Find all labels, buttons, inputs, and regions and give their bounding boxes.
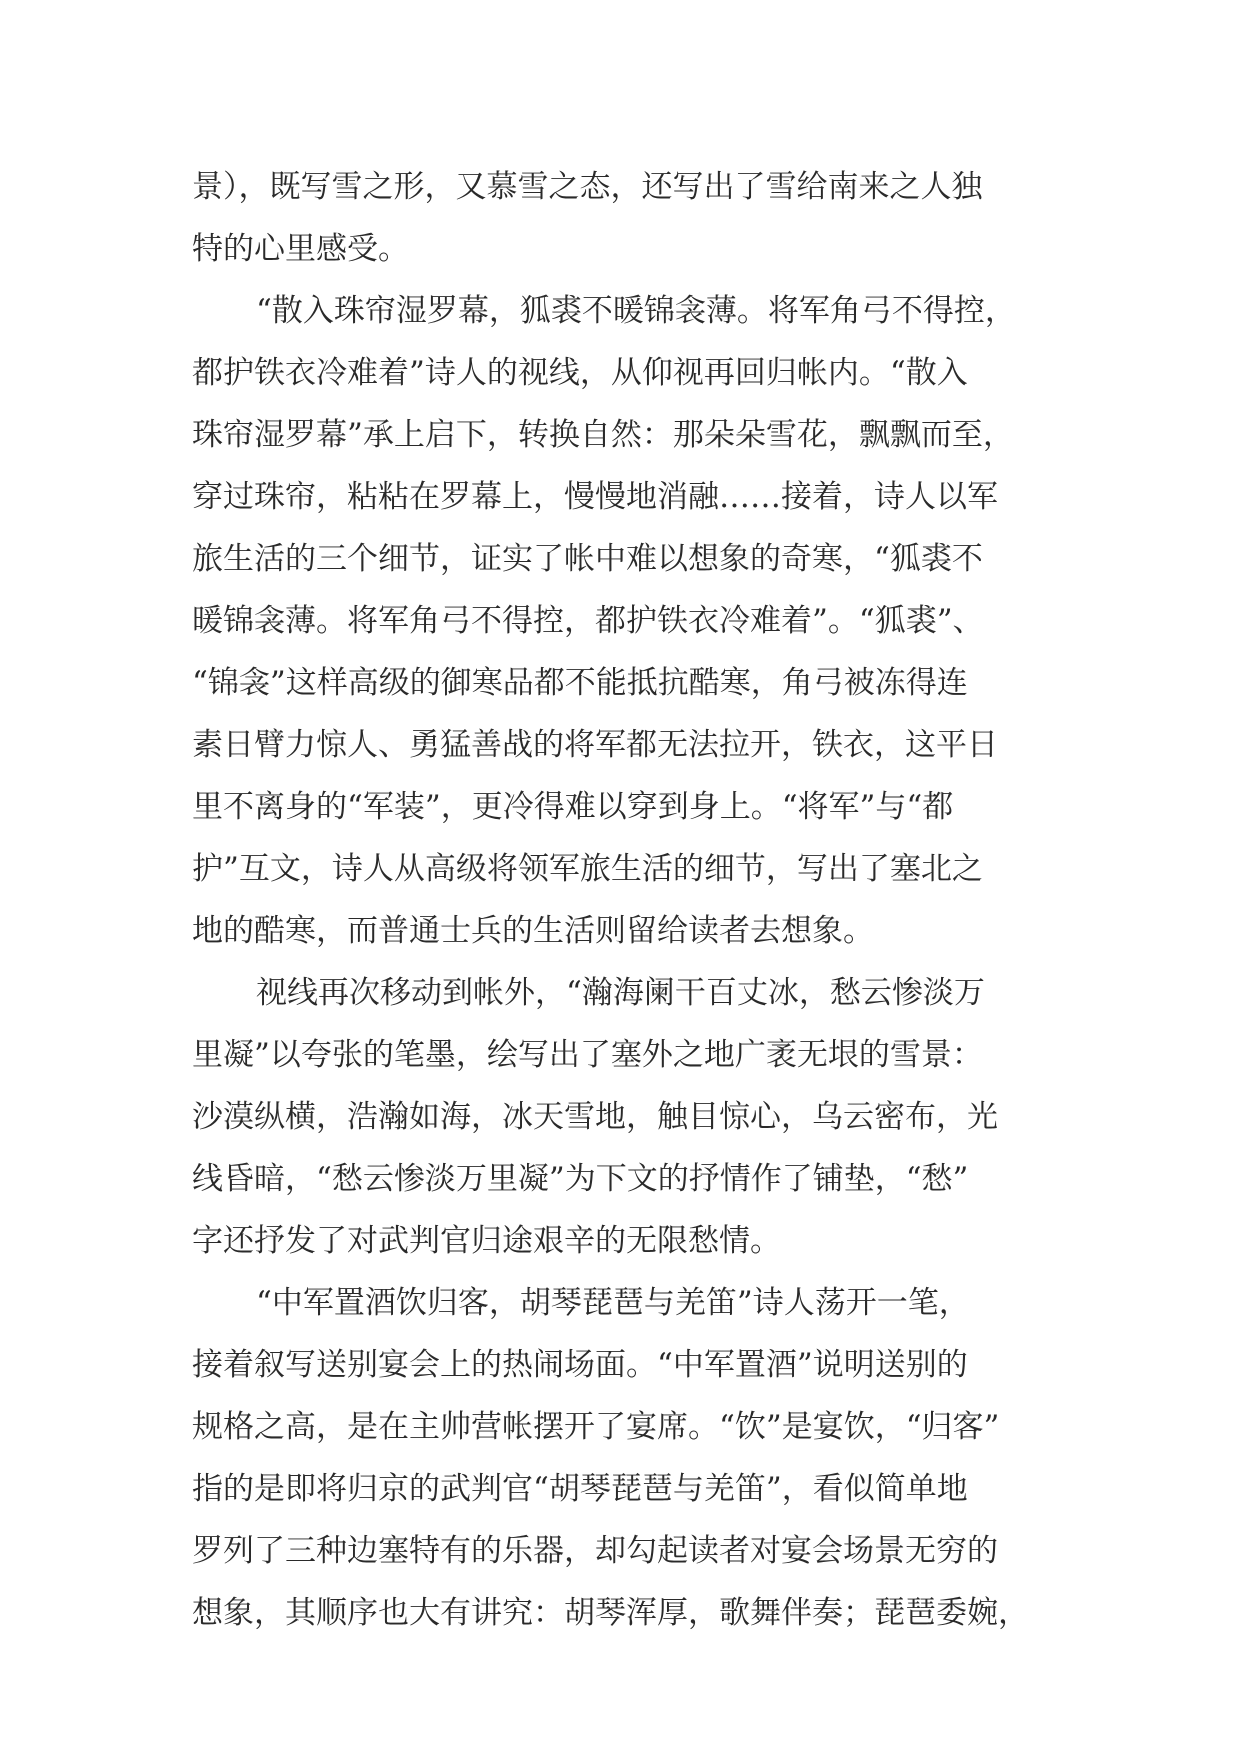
text-line: 护”互文，诗人从高级将领军旅生活的细节，写出了塞北之 bbox=[192, 851, 983, 887]
text-line: 旅生活的三个细节，证实了帐中难以想象的奇寒，“狐裘不 bbox=[192, 541, 983, 577]
text-line: 视线再次移动到帐外，“瀚海阑干百丈冰，愁云惨淡万 bbox=[256, 975, 985, 1011]
text-line: 想象，其顺序也大有讲究：胡琴浑厚，歌舞伴奏；琵琶委婉， bbox=[192, 1595, 1029, 1631]
text-line: 穿过珠帘，粘粘在罗幕上，慢慢地消融……接着，诗人以军 bbox=[192, 479, 998, 515]
text-line: “锦衾”这样高级的御寒品都不能抵抗酷寒，角弓被冻得连 bbox=[192, 665, 968, 701]
text-line: 景），既写雪之形，又慕雪之态，还写出了雪给南来之人独 bbox=[192, 169, 983, 205]
text-line: 字还抒发了对武判官归途艰辛的无限愁情。 bbox=[192, 1223, 781, 1259]
text-line: 珠帘湿罗幕”承上启下，转换自然：那朵朵雪花，飘飘而至， bbox=[192, 417, 1014, 453]
text-line: 里不离身的“军装”，更冷得难以穿到身上。“将军”与“都 bbox=[192, 789, 954, 825]
text-line: 规格之高，是在主帅营帐摆开了宴席。“饮”是宴饮，“归客” bbox=[192, 1409, 1000, 1445]
text-line: 接着叙写送别宴会上的热闹场面。“中军置酒”说明送别的 bbox=[192, 1347, 968, 1383]
text-line: 都护铁衣冷难着”诗人的视线，从仰视再回归帐内。“散入 bbox=[192, 355, 968, 391]
body-text bbox=[192, 156, 1050, 1644]
text-line: 素日臂力惊人、勇猛善战的将军都无法拉开，铁衣，这平日 bbox=[192, 727, 998, 763]
text-line: 罗列了三种边塞特有的乐器，却勾起读者对宴会场景无穷的 bbox=[192, 1533, 998, 1569]
text-line: 里凝”以夸张的笔墨，绘写出了塞外之地广袤无垠的雪景： bbox=[192, 1037, 983, 1073]
text-line: 沙漠纵横，浩瀚如海，冰天雪地，触目惊心，乌云密布，光 bbox=[192, 1099, 998, 1135]
text-line: 暖锦衾薄。将军角弓不得控，都护铁衣冷难着”。“狐裘”、 bbox=[192, 603, 984, 639]
text-line: 特的心里感受。 bbox=[192, 231, 409, 267]
text-line: 线昏暗，“愁云惨淡万里凝”为下文的抒情作了铺垫，“愁” bbox=[192, 1161, 969, 1197]
text-line: “中军置酒饮归客，胡琴琵琶与羌笛”诗人荡开一笔， bbox=[256, 1285, 970, 1321]
text-line: 地的酷寒，而普通士兵的生活则留给读者去想象。 bbox=[192, 913, 874, 949]
text-line: 指的是即将归京的武判官“胡琴琵琶与羌笛”，看似简单地 bbox=[192, 1471, 968, 1507]
text-line: “散入珠帘湿罗幕，狐裘不暖锦衾薄。将军角弓不得控， bbox=[256, 293, 1016, 329]
